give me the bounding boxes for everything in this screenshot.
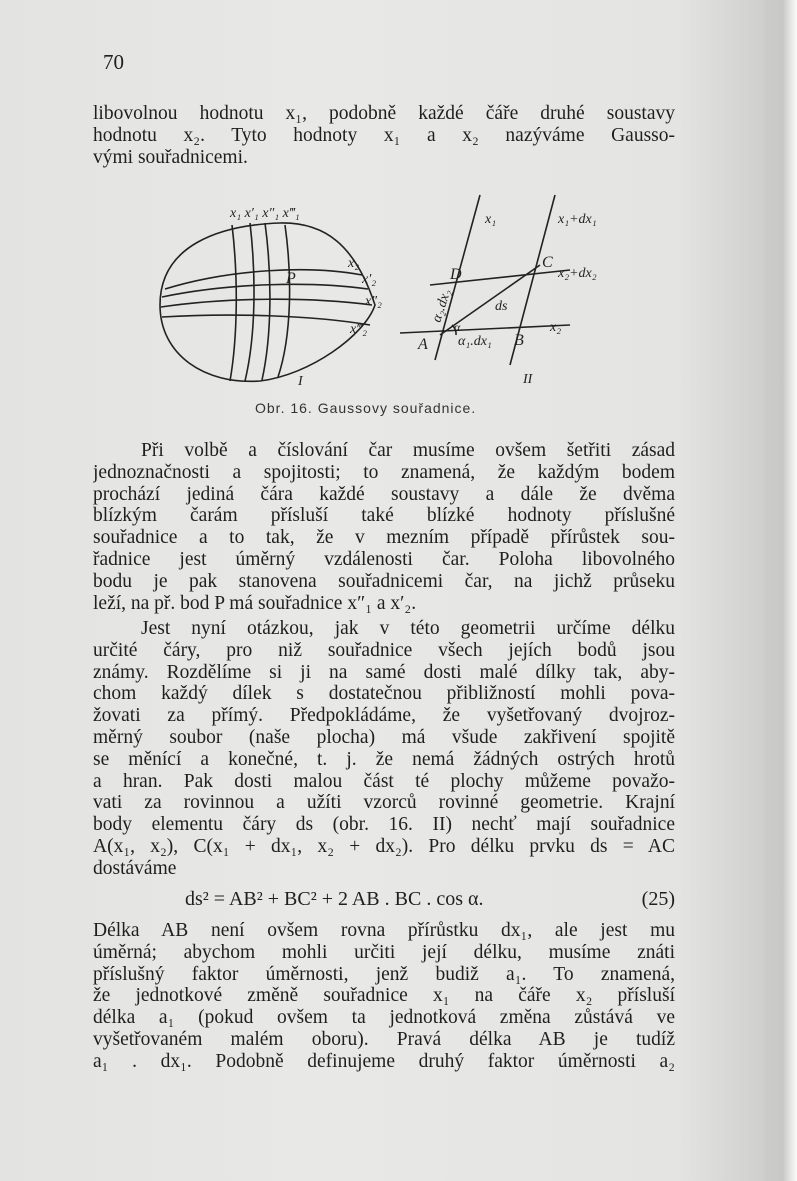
- text-line: body elementu čáry ds (obr. 16. II) nechť mají souřadnice: [93, 814, 675, 836]
- label-x2: x₂: [348, 256, 360, 271]
- text-line: vými souřadnicemi.: [93, 146, 248, 168]
- label-ds: ds: [495, 299, 508, 314]
- figure-drawing: [150, 185, 640, 417]
- text-line: známy. Rozdělíme si ji na samé dosti malé dílky tak, aby-: [93, 661, 675, 683]
- label-x2-prime: x′₂: [362, 272, 377, 287]
- text-line: a hran. Pak dosti malou část té plochy můžeme považo-: [93, 770, 675, 792]
- text-line: jednoznačnosti a spojitosti; to znamená, že každým bodem: [93, 461, 675, 483]
- text-line: libovolnou hodnotu x₁, podobně každé čáře druhé soustavy: [93, 103, 675, 124]
- text-line: žovati za přímý. Předpokládáme, že vyšetřovaný dvojroz-: [93, 705, 675, 727]
- text-line: hodnotu x₂. Tyto hodnoty x₁ a x₂ nazýváme Gausso-: [93, 124, 675, 146]
- text-line: A(x₁, x₂), C(x₁ + dx₁, x₂ + dx₂). Pro délku prvku ds = AC: [93, 835, 675, 857]
- label-a1-dx1: α₁.dx₁: [458, 334, 492, 349]
- label-x1-family: x₁ x′₁ x″₁ x‴₁: [230, 206, 300, 221]
- coord-line-x1: [262, 223, 270, 380]
- text-line: souřadnice a to tak, že v mezním případě přírůstek sou-: [93, 527, 675, 549]
- text-line: Délka AB není ovšem rovna přírůstku dx₁, ale jest mu: [93, 920, 675, 941]
- label-x1-plus-dx1: x₁+dx₁: [558, 212, 597, 227]
- label-point-A: A: [418, 336, 428, 353]
- text-line: měrný soubor (naše plocha) má všude zakřivení spojitě: [93, 726, 675, 748]
- text-line: chom každý dílek s dostatečnou přibližností mohli pova-: [93, 683, 675, 705]
- coord-line-x1: [278, 225, 290, 377]
- page-number: 70: [103, 50, 124, 74]
- text-line: prochází jediná čára každé soustavy a dále že dvěma: [93, 483, 675, 505]
- text-line: vati za rovinnou a užíti vzorců rovinné geometrie. Krajní: [93, 792, 675, 814]
- coord-line-x2: [162, 284, 368, 297]
- page-edge-shadow: [762, 0, 797, 1181]
- text-line: leží, na př. bod P má souřadnice x″₁ a x′₂.: [93, 592, 417, 614]
- text-line: že jednotkové změně souřadnice x₁ na čáře x₂ přísluší: [93, 985, 675, 1007]
- label-alpha: α: [454, 320, 461, 334]
- label-point-B: B: [514, 332, 524, 349]
- text-line: řadnice jest úměrný vzdálenosti čar. Poloha libovolného: [93, 548, 675, 570]
- coord-line-x2: [162, 315, 370, 325]
- text-line: příslušný faktor úměrnosti, jenž budiž a₁. To znamená,: [93, 963, 675, 985]
- coord-line-x1: [230, 225, 236, 381]
- text-line: délka a₁ (pokud ovšem ta jednotková změna zůstává ve: [93, 1007, 675, 1029]
- label-x2-plus-dx2: x₂+dx₂: [558, 266, 597, 281]
- text-line: dostáváme: [93, 857, 177, 879]
- line-x2: [400, 325, 570, 333]
- text-line: bodu je pak stanovena souřadnicemi čar, na jichž průseku: [93, 570, 675, 592]
- label-point-P: P: [286, 270, 296, 287]
- label-x2-right: x₂: [550, 320, 562, 335]
- figure-gauss-coordinates: [150, 185, 640, 417]
- label-x2-tprime: x‴₂: [350, 322, 367, 337]
- label-point-C: C: [542, 254, 553, 271]
- text-line: blízkým čarám přísluší také blízké hodnoty příslušné: [93, 505, 675, 527]
- figure-caption: Obr. 16. Gaussovy souřadnice.: [255, 400, 477, 416]
- paragraph-intro: [93, 103, 675, 168]
- label-roman-II: II: [523, 372, 533, 387]
- equation-25: [185, 888, 675, 911]
- text-line: určité čáry, pro niž souřadnice všech jejích bodů jsou: [93, 639, 675, 661]
- equation-number: (25): [641, 888, 675, 910]
- text-line: a₁ . dx₁. Podobně definujeme druhý faktor úměrnosti a₂: [93, 1050, 675, 1072]
- coord-line-x2: [161, 299, 372, 307]
- paragraph-choice: [93, 440, 675, 614]
- label-a2-dx2: α₂.dx₂: [429, 287, 455, 325]
- label-roman-I: I: [298, 374, 303, 389]
- label-point-D: D: [450, 266, 462, 283]
- text-line: Jest nyní otázkou, jak v této geometrii určíme délku: [141, 618, 675, 639]
- paragraph-factor: [93, 920, 675, 1073]
- text-line: se měnící a konečné, t. j. že nemá žádných ostrých hrotů: [93, 748, 675, 770]
- paragraph-length: [93, 618, 675, 880]
- label-x2-dprime: x″₂: [365, 294, 382, 309]
- label-x1: x₁: [485, 212, 497, 227]
- text-line: úměrná; abychom mohli určiti její délku, musíme znáti: [93, 941, 675, 963]
- text-line: vyšetřovaném malém oboru). Pravá délka AB je tudíž: [93, 1028, 675, 1050]
- equation-text: ds² = AB² + BC² + 2 AB . BC . cos α.: [185, 888, 484, 910]
- coord-line-x1: [245, 223, 254, 381]
- text-line: Při volbě a číslování čar musíme ovšem šetřiti zásad: [141, 440, 675, 461]
